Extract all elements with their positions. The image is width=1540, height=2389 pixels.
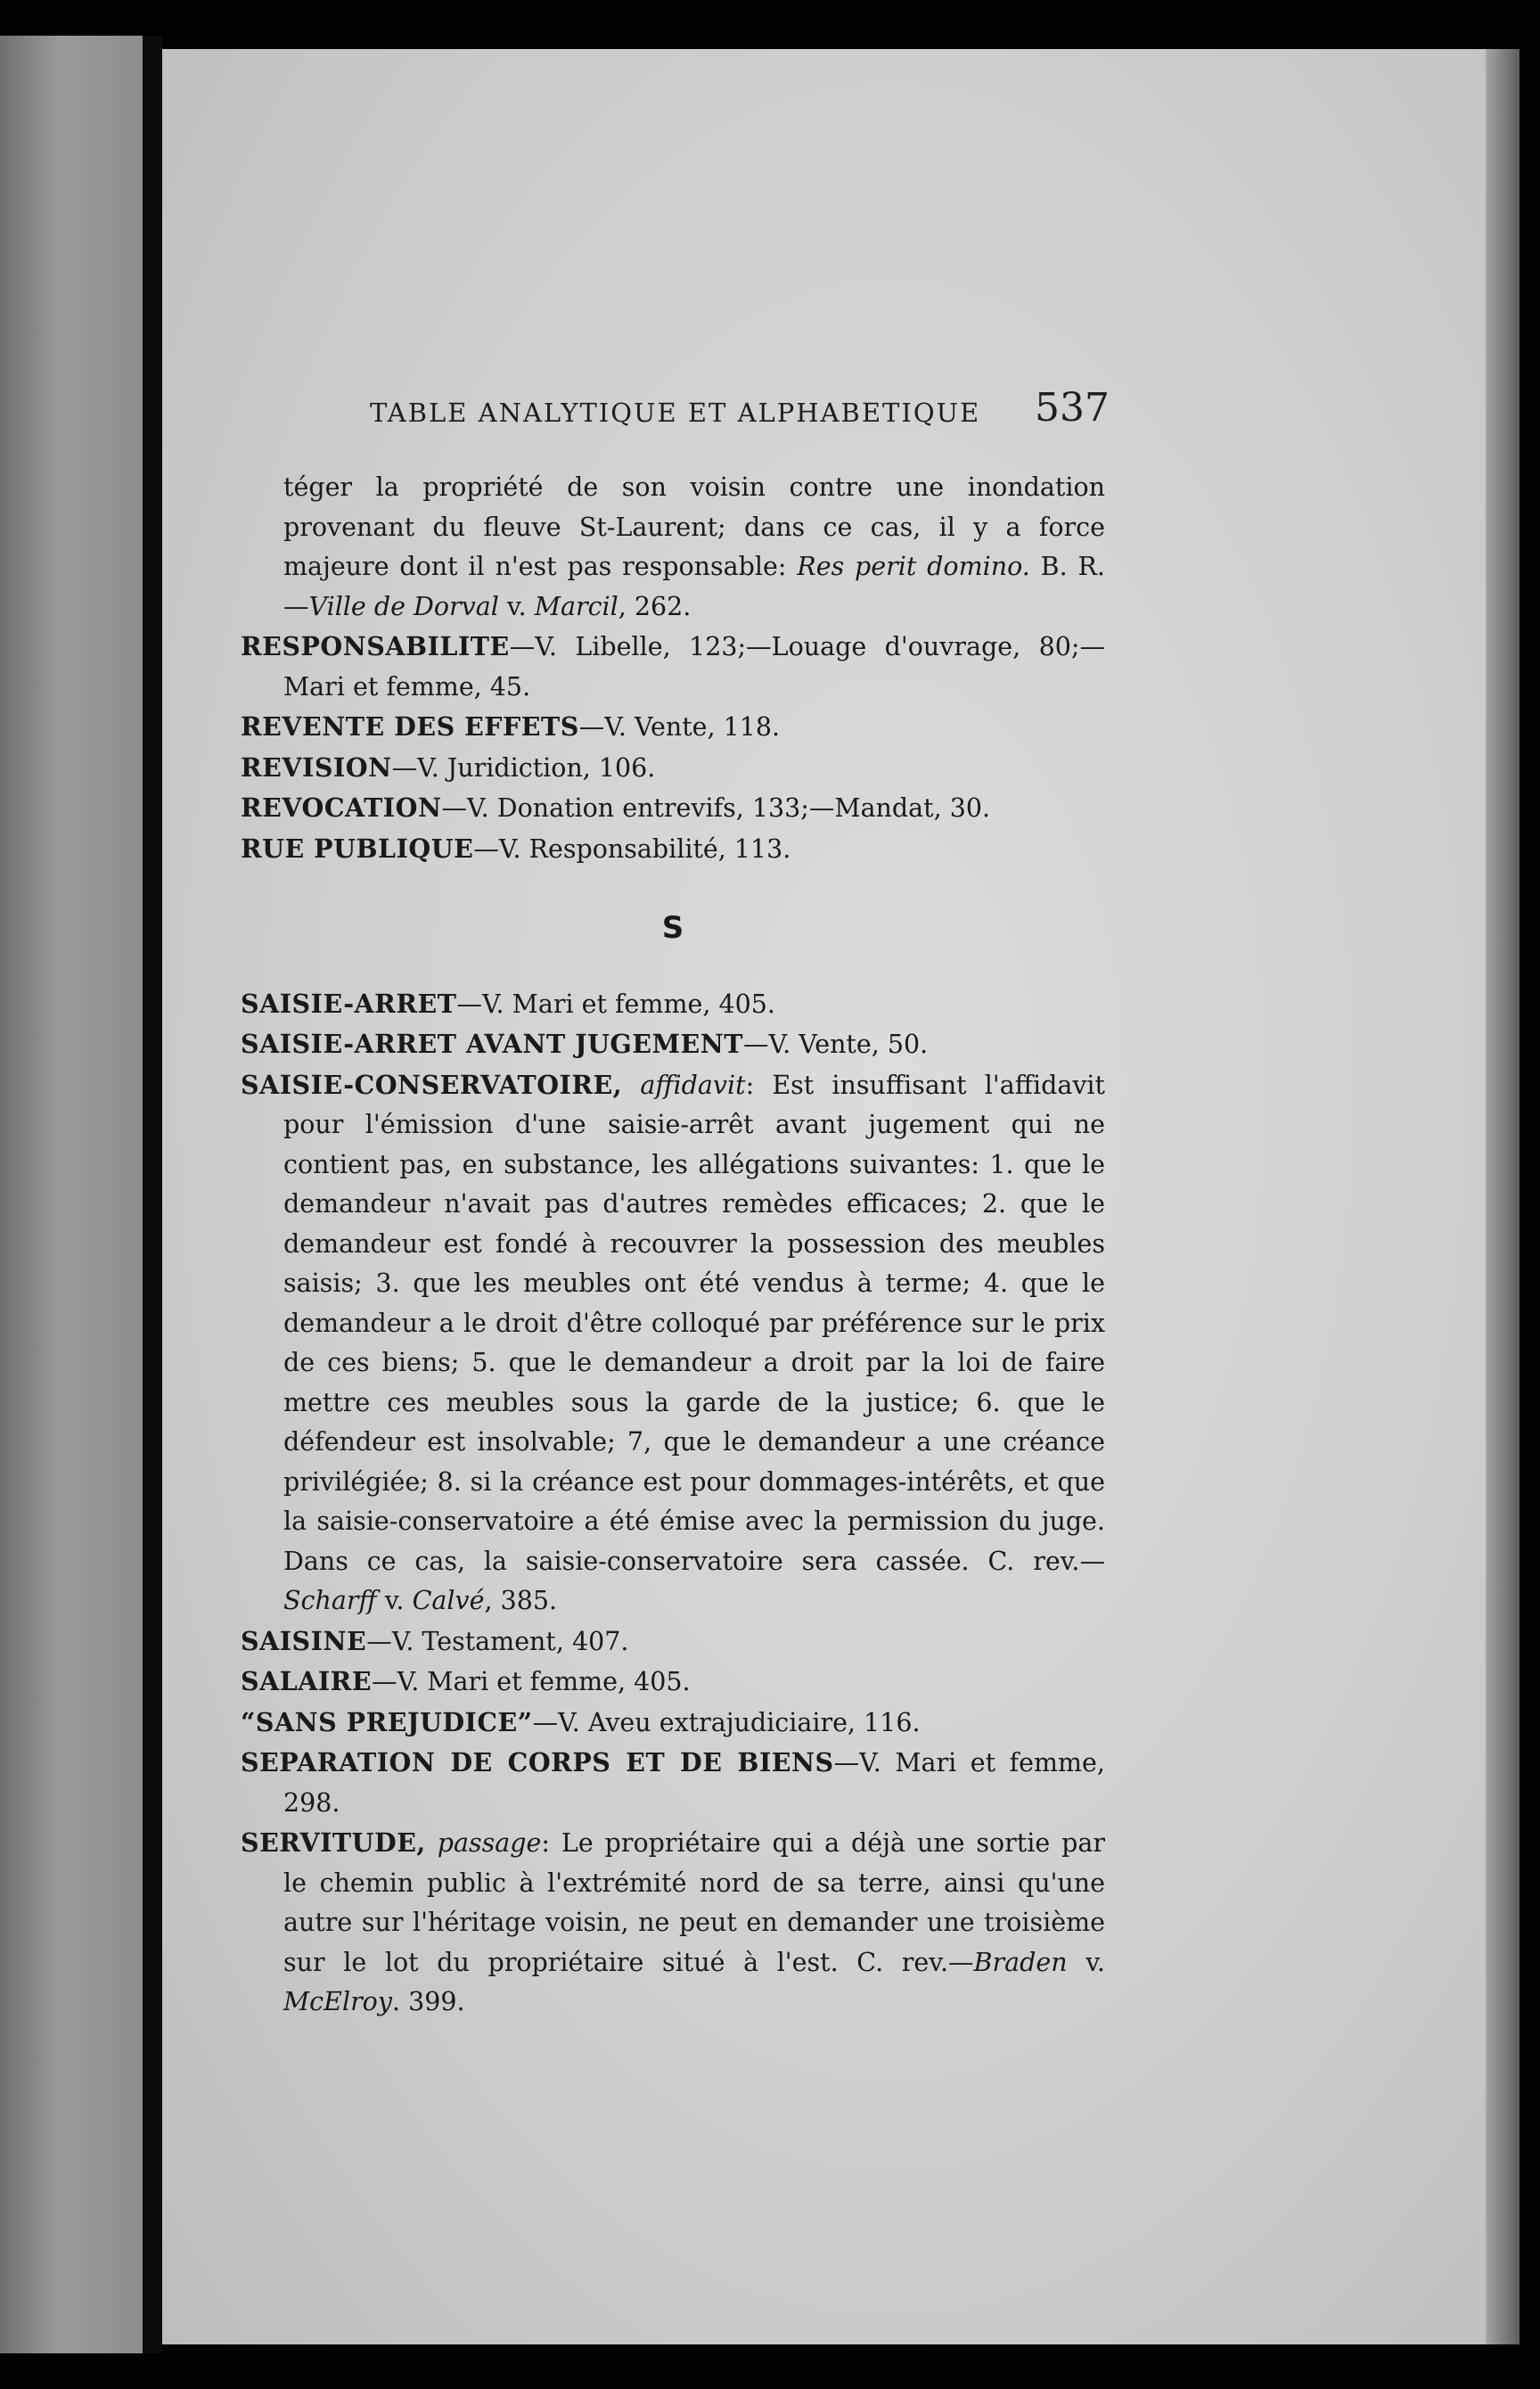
index-entry-saisie-conservatoire: SAISIE-CONSERVATOIRE, affidavit: Est insuffisant l'affidavit pour l'émission d'une saisie-arrêt avant jugement qui ne contient pas, en substance, les allégations suivantes: 1. que le demandeur n'avait pas d'autres remèdes efficaces; 2. que le demandeur est fondé à recouvrer la possession des meubles saisis; 3. que les meubles ont été vendus à terme; 4. que le demandeur a le droit d'être colloqué par préférence sur le prix de ces biens; 5. que le demandeur a droit par la loi de faire mettre ces meubles sous la garde de la justice; 6. que le défendeur est insolvable; 7, que le demandeur a une créance privilégiée; 8. si la créance est pour dommages-intérêts, et que la saisie-conservatoire a été émise avec la permission du juge. Dans ce cas, la saisie-conservatoire sera cassée. C. rev.—Scharff v. Calvé, 385. [241, 1069, 1105, 1615]
index-entry: RESPONSABILITE—V. Libelle, 123;—Louage d'ouvrage, 80;—Mari et femme, 45. [241, 631, 1105, 702]
index-entry: SAISIE-ARRET—V. Mari et femme, 405. [241, 988, 775, 1019]
entry-headword: RUE PUBLIQUE [241, 833, 474, 864]
book-gutter [143, 36, 162, 2353]
entry-headword: SEPARATION DE CORPS ET DE BIENS [241, 1747, 834, 1777]
running-title: TABLE ANALYTIQUE ET ALPHABETIQUE [370, 398, 981, 428]
index-entry: SAISIE-ARRET AVANT JUGEMENT—V. Vente, 50. [241, 1029, 929, 1059]
entry-headword: “SANS PREJUDICE” [241, 1706, 533, 1737]
entry-headword: SAISINE [241, 1625, 367, 1656]
index-entry: “SANS PREJUDICE”—V. Aveu extrajudiciaire, 116. [241, 1706, 921, 1737]
running-header [370, 385, 1110, 439]
index-body [241, 468, 1105, 2023]
facing-page-edge [0, 36, 152, 2353]
index-entry: SEPARATION DE CORPS ET DE BIENS—V. Mari et femme, 298. [241, 1747, 1105, 1818]
entry-headword: SAISIE-CONSERVATOIRE, [241, 1069, 623, 1100]
continued-entry: téger la propriété de son voisin contre une inondation provenant du fleuve St-Laurent; dans ce cas, il y a force majeure dont il n'est pas responsable: Res perit domino. B. R.—Ville de Dorval v. Marcil, 262. [283, 472, 1105, 621]
page-number: 537 [1035, 385, 1110, 431]
index-entry: RUE PUBLIQUE—V. Responsabilité, 113. [241, 833, 791, 864]
index-entry-servitude: SERVITUDE, passage: Le propriétaire qui a déjà une sortie par le chemin public à l'extrémité nord de sa terre, ainsi qu'une autre sur l'héritage voisin, ne peut en demander une troisième sur le lot du propriétaire situé à l'est. C. rev.—Braden v. McElroy. 399. [241, 1827, 1106, 2016]
index-entry: REVOCATION—V. Donation entrevifs, 133;—Mandat, 30. [241, 792, 991, 823]
index-entry: SAISINE—V. Testament, 407. [241, 1625, 629, 1656]
entry-headword: SAISIE-ARRET AVANT JUGEMENT [241, 1029, 744, 1059]
entry-headword: RESPONSABILITE [241, 631, 510, 661]
entry-headword: REVENTE DES EFFETS [241, 711, 579, 742]
entry-headword: SALAIRE [241, 1666, 373, 1696]
index-entry: REVISION—V. Juridiction, 106. [241, 751, 656, 783]
index-entry: SALAIRE—V. Mari et femme, 405. [241, 1666, 691, 1696]
entry-headword: SERVITUDE, [241, 1827, 426, 1858]
entry-headword: REVISION [241, 751, 392, 783]
section-letter: S [661, 910, 684, 946]
entry-headword: SAISIE-ARRET [241, 988, 457, 1019]
entry-headword: REVOCATION [241, 792, 442, 823]
page-right-edge [1484, 49, 1520, 2344]
index-entry: REVENTE DES EFFETS—V. Vente, 118. [241, 711, 781, 742]
